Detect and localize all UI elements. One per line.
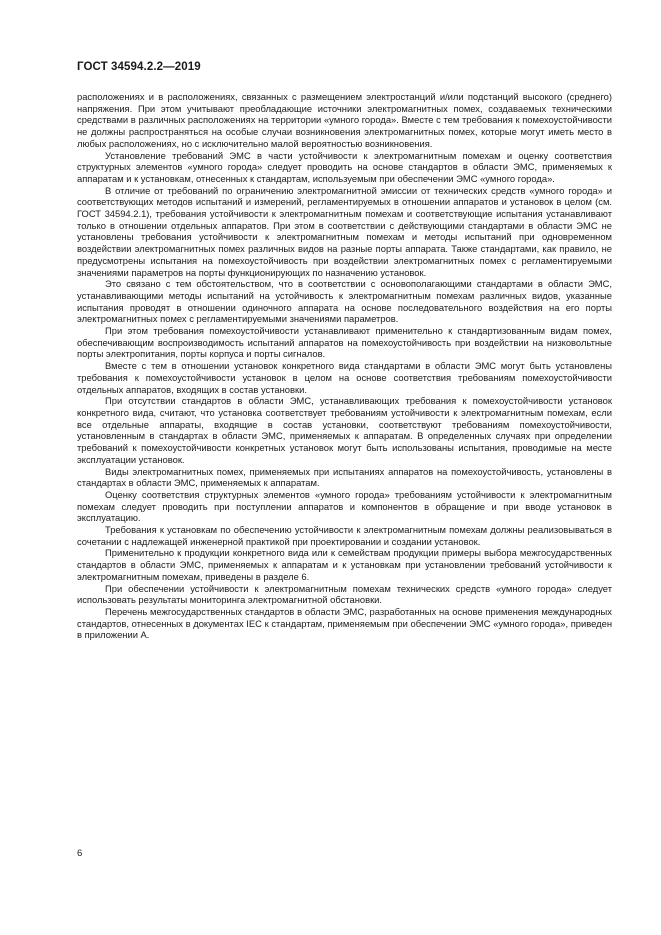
page-number: 6 [77,848,83,859]
paragraph: При отсутствии стандартов в области ЭМС, устанавливающих требования к помехоустойчивости установок конкретного вида, считают, что установка соответствует требованиям устойчивости к электромагнитным помехам, если все отдельные аппараты, входящие в состав установки, соответствуют требованиям помехоустойчивости, установленным в стандартах в области ЭМС, применяемых к аппаратам. В определенных случаях при определении требований к помехоустойчивости конкретных установок могут быть использованы испытания, проводимые на месте эксплуатации установок. [77,395,612,465]
paragraph: При этом требования помехоустойчивости устанавливают применительно к стандартизованным видам помех, обеспечивающим воспроизводимость испытаний аппаратов на помехоустойчивость при воздействии на низковольтные порты электропитания, порты корпуса и порты сигналов. [77,325,612,360]
paragraph: При обеспечении устойчивости к электромагнитным помехам технических средств «умного города» следует использовать результаты мониторинга электромагнитной обстановки. [77,582,612,606]
paragraph: Установление требований ЭМС в части устойчивости к электромагнитным помехам и оценку соответствия структурных элементов «умного города» следует проводить на основе стандартов в области ЭМС, применяемых к аппаратам и к установкам, отнесенных к стандартам, используемым при обеспечении ЭМС «умного города». [77,149,612,184]
paragraph: Требования к установкам по обеспечению устойчивости к электромагнитным помехам должны реализовываться в сочетании с надлежащей инженерной практикой при проектировании и создании установок. [77,524,612,547]
paragraph: Перечень межгосударственных стандартов в области ЭМС, разработанных на основе применения международных стандартов, отнесенных в документах IEC к стандартам, применяемым при обеспечении ЭМС «умного города», приведен в приложении А. [77,605,612,641]
paragraph: Вместе с тем в отношении установок конкретного вида стандартами в области ЭМС могут быть установлены требования к помехоустойчивости установок в целом на основе соответствия требованиям помехоустойчивости отдельных аппаратов, входящих в состав установки. [77,360,612,395]
paragraph: Виды электромагнитных помех, применяемых при испытаниях аппаратов на помехоустойчивость, установлены в стандартах в области ЭМС, применяемых к аппаратам. [77,465,612,489]
paragraph: Оценку соответствия структурных элементов «умного города» требованиям устойчивости к электромагнитным помехам следует проводить при поступлении аппаратов и компонентов в обращение и при вводе установок в эксплуатацию. [77,488,612,524]
body-text [77,91,612,641]
paragraph: В отличие от требований по ограничению электромагнитной эмиссии от технических средств «умного города» и соответствующих методов испытаний и измерений, регламентируемых в отношении аппаратов и установок в целом (см. ГОСТ 34594.2.1), требования устойчивости к электромагнитным помехам и соответствующие испытания устанавливают только в отношении отдельных аппаратов. При этом в соответствии с действующими стандартами в области ЭМС не установлены требования устойчивости к электромагнитным помехам и методы испытаний при одновременном воздействии электромагнитных помех различных видов на разные порты аппарата. Также стандартами, как правило, не предусмотрены испытания на помехоустойчивость при воздействии электромагнитных помех с регламентируемыми значениями параметров на порты функционирующих по назначению установок. [77,184,612,278]
paragraph: Применительно к продукции конкретного вида или к семействам продукции примеры выбора межгосударственных стандартов в области ЭМС, применяемых к аппаратам и к установкам при установлении требований устойчивости к электромагнитным помехам, приведены в разделе 6. [77,547,612,582]
paragraph: Это связано с тем обстоятельством, что в соответствии с основополагающими стандартами в области ЭМС, устанавливающими методы испытаний на устойчивость к электромагнитным помехам различных видов, указанные испытания проводят в отношении одиночного аппарата на основе последовательного воздействия на его порты электромагнитных помех с регламентируемыми значениями параметров. [77,278,612,325]
document-header: ГОСТ 34594.2.2—2019 [77,61,201,73]
paragraph: расположениях и в расположениях, связанных с размещением электростанций и/или подстанций высокого (среднего) напряжения. При этом учитывают преобладающие источники электромагнитных помех, создаваемых техническими средствами в различных расположениях на территории «умного города». Вместе с тем требования к помехоустойчивости не должны распространяться на особые случаи возникновения электромагнитных помех, которые могут иметь место в любых расположениях, но с исключительно малой вероятностью возникновения. [77,91,612,149]
